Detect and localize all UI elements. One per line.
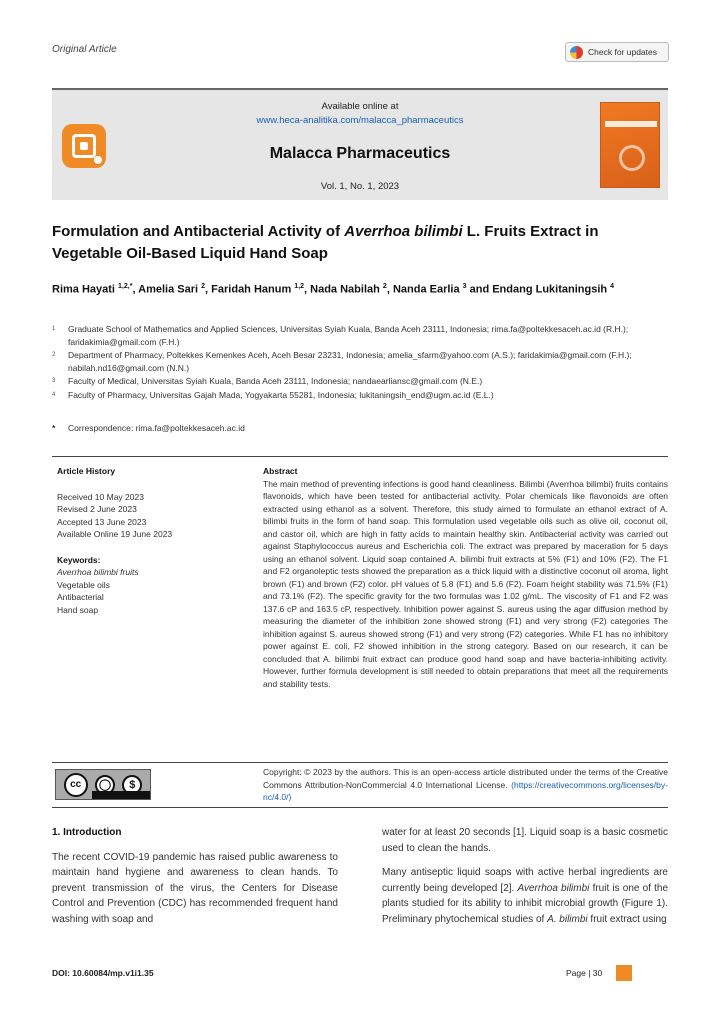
paragraph: The recent COVID-19 pandemic has raised public awareness to maintain hand hygiene and awareness to clean hands. To prevent transmission of the virus, the Centers for Disease Control and Prevention (CDC) has recommended frequent hand washing with soap and bbox=[52, 851, 338, 925]
affiliation-item: 3 Faculty of Medical, Universitas Syiah Kuala, Banda Aceh 23111, Indonesia; nandaearliansc@gmail.com (N.E.) bbox=[52, 376, 483, 386]
divider bbox=[52, 762, 668, 763]
author-name: Amelia Sari bbox=[138, 283, 202, 296]
author-name: Rima Hayati bbox=[52, 283, 119, 296]
keyword-item: Antibacterial bbox=[57, 592, 104, 602]
journal-header bbox=[52, 88, 668, 200]
paragraph: water for at least 20 seconds [1]. Liquid soap is a basic cosmetic used to clean the hands. bbox=[382, 827, 668, 854]
accepted-date: Accepted 13 June 2023 bbox=[57, 516, 147, 527]
author-list: Rima Hayati $^{1,2,*}$, Amelia Sari $^2$, Faridah Hanum $^{1,2}$, Nada Nabilah $^2$, Nanda Earlia $^3$ and Endang Lukitaningsih $^4$ bbox=[52, 283, 615, 296]
article-history-heading: Article History bbox=[57, 466, 116, 476]
paragraph: Many antiseptic liquid soaps with active herbal ingredients are currently being developed [2]. Averrhoa bilimbi fruit is one of the plants studied for its ability to inhibit microbial growth (Figure 1). Preliminary phytochemical studies of A. bilimbi fruit extract using bbox=[382, 867, 669, 925]
journal-cover-thumbnail bbox=[600, 102, 660, 188]
divider bbox=[52, 456, 668, 457]
by-icon: ◯ bbox=[95, 775, 115, 795]
author-name: Nanda Earlia bbox=[392, 283, 463, 296]
cc-by-nc-license-icon[interactable] bbox=[55, 769, 151, 800]
received-date: Received 10 May 2023 bbox=[57, 491, 144, 502]
keyword-item: Hand soap bbox=[57, 604, 99, 615]
affiliation-item: 1 Graduate School of Mathematics and Applied Sciences, Universitas Syiah Kuala, Banda Aceh 23111, Indonesia; rima.fa@poltekkesaceh.ac.id (R.H.); faridakimia@gmail.com (F.H.) bbox=[52, 324, 629, 347]
abstract-text: The main method of preventing infections is good hand cleanliness. Bilimbi (Averrhoa bilimbi) fruits contains flavonoids, which have been tested for antibacterial activity. Polar chemicals like flavonoids are often extracted using ethanol as a solvent. Therefore, this study aimed to formulate an ethanol extract of A. bilimbi fruits in the form of hand soap. This formulation used vegetable oils such as olive oil, coconut oil, and castor oil, which are high in fatty acids to maintain healthy skin. Antibacterial activity was carried out against Staphylococcus aureus and Escherichia coli. The extract was prepared by maceration for 5 days using an ethanol solvent. Liquid soap contained A. bilimbi fruit extracts at 5% (F1) and 10% (F2). The F1 and F2 organoleptic tests showed the preparation as a thick liquid with a distinctive coconut oil aroma, light brown (F1) and brown (F2) color. pH values of 5.8 (F1) and 5.6 (F2). Foam height stability was 71.5% (F1) and 73.1% (F2). The specific gravity for the two formulas was 1.02 g/mL. The viscosity of F1 and F2 was 137.6 cP and 163.5 cP, respectively. Inhibition power against S. aureus using the agar diffusion method by measuring the diameter of the inhibition zone showed strong (F1) and very strong (F2) categories The inhibition against S. aureus showed strong (F1) and very strong (F2) categories. While F1 has no inhibitory power against E. coli, F2 showed inhibition in the strong category. Based on our research, it can be concluded that A. bilimbi fruit extract can produce good hand soap and have bacteria-inhibiting activity. However, further formula development is still needed to obtain preparations that meet all the requirements and stability tests. bbox=[263, 478, 668, 689]
keyword-item: Vegetable oils bbox=[57, 579, 110, 590]
keywords-heading: Keywords: bbox=[57, 554, 101, 565]
author-name: Nada Nabilah bbox=[310, 283, 383, 296]
affiliation-item: 2 Department of Pharmacy, Poltekkes Kemenkes Aceh, Aceh Besar 23231, Indonesia; amelia_sfarm@yahoo.com (A.S.); faridakimia@gmail.com (F.H.); nabilah.nd16@gmail.com (N.N.) bbox=[52, 350, 632, 373]
cc-icon: cc bbox=[64, 773, 88, 797]
page-number: Page | 30 bbox=[566, 968, 603, 978]
divider bbox=[52, 807, 668, 808]
doi[interactable]: DOI: 10.60084/mp.v1i1.35 bbox=[52, 968, 154, 978]
journal-name: Malacca Pharmaceutics bbox=[269, 145, 451, 162]
copyright-notice: Copyright: © 2023 by the authors. This is an open-access article distributed under the terms of the Creative Commons Attribution-NonCommercial 4.0 International License. (https://creativecommons.org/licenses/by-nc/4.0/) bbox=[263, 767, 668, 802]
article-type: Original Article bbox=[52, 44, 117, 55]
affiliations bbox=[52, 323, 652, 402]
online-date: Available Online 19 June 2023 bbox=[57, 529, 173, 539]
abstract bbox=[263, 465, 668, 690]
section-heading: 1. Introduction bbox=[52, 827, 122, 838]
body-column-left bbox=[52, 825, 338, 927]
journal-volume: Vol. 1, No. 1, 2023 bbox=[320, 181, 400, 192]
license-badge-label bbox=[92, 791, 150, 799]
journal-url-link[interactable]: www.heca-analitika.com/malacca_pharmaceutics bbox=[256, 115, 464, 126]
page-marker-icon bbox=[616, 965, 632, 981]
check-for-updates-button[interactable] bbox=[565, 42, 669, 62]
article-history bbox=[57, 465, 252, 616]
revised-date: Revised 2 June 2023 bbox=[57, 504, 137, 514]
available-online-label: Available online at bbox=[321, 101, 399, 112]
nc-icon: $ bbox=[122, 775, 142, 795]
check-for-updates-label: Check for updates bbox=[588, 47, 657, 57]
abstract-heading: Abstract bbox=[263, 466, 298, 476]
author-name: Endang Lukitaningsih bbox=[492, 283, 611, 296]
affiliation-item: 4 Faculty of Pharmacy, Universitas Gajah Mada, Yogyakarta 55281, Indonesia; lukitaningsih_end@ugm.ac.id (E.L.) bbox=[52, 389, 494, 400]
keyword-item: Averrhoa bilimbi fruits bbox=[57, 567, 139, 577]
crossmark-icon bbox=[570, 46, 583, 59]
correspondence: * Correspondence: rima.fa@poltekkesaceh.ac.id bbox=[52, 423, 245, 433]
license-link[interactable]: (https://creativecommons.org/licenses/by-nc/4.0/) bbox=[263, 779, 668, 802]
body-column-right bbox=[382, 825, 668, 936]
article-title: Formulation and Antibacterial Activity of Averrhoa bilimbi L. Fruits Extract in Vegetable Oil-Based Liquid Hand Soap bbox=[52, 223, 599, 262]
author-name: Faridah Hanum bbox=[211, 283, 295, 296]
